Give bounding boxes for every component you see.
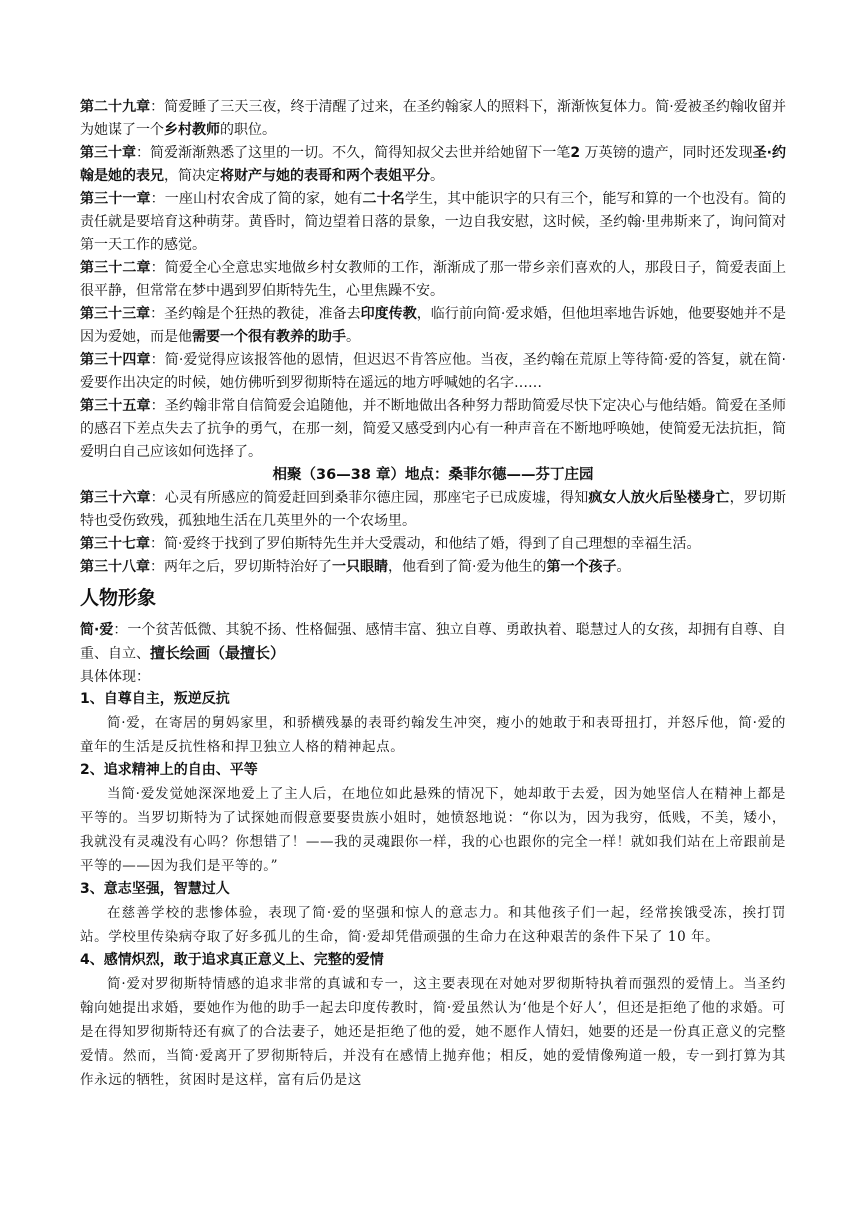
trait-body: 简·爱对罗彻斯特情感的追求非常的真诚和专一，这主要表现在对她对罗彻斯特执着而强烈的爱情上。当圣约翰向她提出求婚，要她作为他的助手一起去印度传教时，简·爱虽然认为‘他是个好人’，但还是拒绝了他的求婚。可是在得知罗彻斯特还有疯了的合法妻子，她还是拒绝了他的爱，她不愿作人情妇，她要的还是一份真正意义的完整爱情。然而，当简·爱离开了罗彻斯特后，并没有在感情上抛弃他；相反，她的爱情像殉道一般，专一到打算为其作永远的牺牲，贫困时是这样，富有后仍是这 <box>80 976 786 1088</box>
chapter-text: ，临行前向简·爱求婚，但他坦率地告诉她，他要娶她并不是因为爱她，而是他 <box>80 306 787 345</box>
chapter-label: 第三十二章 <box>80 260 151 276</box>
jane-intro-label: 简·爱 <box>80 622 114 638</box>
chapter-text: 学生，其中能识字的只有三个，能写和算的一个也没有。简的责任就是要培育这种萌芽。黄昏时，简边望着日落的景象，一边自我安慰，这时候，圣约翰·里弗斯来了，询问简对第一天工作的感觉。 <box>80 191 787 253</box>
chapter-emphasis: 需要一个很有教养的助手 <box>192 329 346 345</box>
chapter-label: 第三十三章 <box>80 306 151 322</box>
characters-heading: 人物形象 <box>80 587 157 609</box>
chapter-text: ：圣约翰是个狂热的教徒，准备去 <box>150 306 361 322</box>
chapter-text: ：一座山村农舍成了简的家，她有 <box>150 191 363 207</box>
chapter-emphasis: 乡村教师 <box>164 122 220 138</box>
chapter-emphasis: 第一个孩子 <box>546 559 617 575</box>
chapter-label: 第三十四章 <box>80 352 151 368</box>
chapter-paragraph <box>80 349 786 395</box>
chapter-text: ，他看到了简·爱为他生的 <box>388 559 547 575</box>
chapter-paragraph <box>80 533 786 556</box>
chapter-label: 第三十章 <box>80 145 137 161</box>
trait-2 <box>80 759 786 878</box>
trait-body: 简·爱，在寄居的舅妈家里，和骄横残暴的表哥约翰发生冲突，瘦小的她敢于和表哥扭打，并怒斥他，简·爱的童年的生活是反抗性格和捍卫独立人格的精神起点。 <box>80 715 786 755</box>
trait-1 <box>80 688 786 759</box>
jane-intro-bold: 擅长绘画（最擅长） <box>150 644 286 662</box>
reunion-section-title: 相聚（36—38 章）地点：桑菲尔德——芬丁庄园 <box>272 467 594 483</box>
chapter-text: ：简爱全心全意忠实地做乡村女教师的工作，渐渐成了那一带乡亲们喜欢的人，那段日子，简爱表面上很平静，但常常在梦中遇到罗伯斯特先生，心里焦躁不安。 <box>80 260 787 299</box>
chapter-emphasis: 2 <box>570 145 581 161</box>
chapter-emphasis: 圣·约翰是她的表兄 <box>80 145 787 184</box>
chapter-paragraph <box>80 487 786 533</box>
chapter-text: 。 <box>346 329 360 345</box>
specific-label: 具体体现： <box>80 669 150 685</box>
trait-body: 当简·爱发觉她深深地爱上了主人后，在地位如此悬殊的情况下，她却敢于去爱，因为她坚信人在精神上都是平等的。当罗切斯特为了试探她而假意要娶贵族小姐时，她愤怒地说：“你以为，因为我穷，低贱，不美，矮小，我就没有灵魂没有心吗？你想错了！——我的灵魂跟你一样，我的心也跟你的完全一样！就如我们站在上帝跟前是平等的——因为我们是平等的。” <box>80 786 786 874</box>
chapter-label: 第三十一章 <box>80 191 151 207</box>
chapter-emphasis: 一只眼睛 <box>332 559 388 575</box>
chapter-label: 第三十五章 <box>80 398 151 414</box>
chapter-emphasis: 疯女人放火后坠楼身亡 <box>588 490 730 506</box>
chapter-emphasis: 将财产与她的表哥和两个表姐平分 <box>220 168 430 184</box>
trait-title: 3、意志坚强，智慧过人 <box>80 881 230 897</box>
trait-title: 4、感情炽烈，敢于追求真正意义上、完整的爱情 <box>80 952 384 968</box>
document-page <box>80 96 786 1092</box>
chapter-emphasis: 二十名 <box>362 191 405 207</box>
chapter-text: ：圣约翰非常自信简爱会追随他，并不断地做出各种努力帮助简爱尽快下定决心与他结婚。简爱在圣师的感召下差点失去了抗争的勇气，在那一刻，简爱又感受到内心有一种声音在不断地呼唤她，使简爱无法抗拒，简爱明白自己应该如何选择了。 <box>80 398 787 460</box>
chapter-label: 第三十六章 <box>80 490 151 506</box>
chapter-text: ：两年之后，罗切斯特治好了 <box>150 559 332 575</box>
trait-title: 1、自尊自主，叛逆反抗 <box>80 691 230 707</box>
chapter-text: 万英镑的遗产，同时还发现 <box>580 145 753 161</box>
chapter-paragraph <box>80 303 786 349</box>
chapter-text: ，简决定 <box>164 168 220 184</box>
chapter-paragraph <box>80 142 786 188</box>
chapter-text: 。 <box>616 559 631 575</box>
chapter-text: ，罗切斯特也受伤致残，孤独地生活在几英里外的一个农场里。 <box>80 490 787 529</box>
trait-body: 在慈善学校的悲惨体验，表现了简·爱的坚强和惊人的意志力。和其他孩子们一起，经常挨饿受冻，挨打罚站。学校里传染病夺取了好多孤儿的生命，简·爱却凭借顽强的生命力在这种艰苦的条件下呆了 10 年。 <box>80 905 786 945</box>
chapter-text: ：简爱渐渐熟悉了这里的一切。不久，简得知叔父去世并给她留下一笔 <box>136 145 571 161</box>
chapter-summary-list-2 <box>80 487 786 579</box>
chapter-summary-list <box>80 96 786 464</box>
chapter-text: ：简爱睡了三天三夜，终于清醒了过来，在圣约翰家人的照料下，渐渐恢复体力。简·爱被圣约翰收留并为她谋了一个 <box>80 99 786 138</box>
chapter-emphasis: 印度传教 <box>360 306 417 322</box>
chapter-paragraph <box>80 395 786 464</box>
chapter-label: 第二十九章 <box>80 99 151 115</box>
chapter-text: ：心灵有所感应的简爱赶回到桑菲尔德庄园，那座宅子已成废墟，得知 <box>150 490 589 506</box>
trait-3 <box>80 878 786 949</box>
chapter-text: 的职位。 <box>220 122 276 138</box>
chapter-paragraph <box>80 556 786 579</box>
trait-title: 2、追求精神上的自由、平等 <box>80 762 258 778</box>
chapter-label: 第三十七章 <box>80 536 150 552</box>
chapter-paragraph <box>80 188 786 257</box>
trait-4 <box>80 949 786 1092</box>
chapter-paragraph <box>80 257 786 303</box>
chapter-text: ：简·爱终于找到了罗伯斯特先生并大受震动，和他结了婚，得到了自己理想的幸福生活。 <box>150 536 701 552</box>
chapter-label: 第三十八章 <box>80 559 150 575</box>
chapter-text: 。 <box>430 168 444 184</box>
jane-intro-text: ：一个贫苦低微、其貌不扬、性格倔强、感情丰富、独立自尊、勇敢执着、聪慧过人的女孩，却拥有自尊、自重、自立、 <box>80 622 786 662</box>
chapter-text: ：简·爱觉得应该报答他的恩情，但迟迟不肯答应他。当夜，圣约翰在荒原上等待简·爱的答复，就在简·爱要作出决定的时候，她仿佛听到罗彻斯特在遥远的地方呼喊她的名字…… <box>80 352 786 391</box>
jane-intro <box>80 619 786 666</box>
chapter-paragraph <box>80 96 786 142</box>
